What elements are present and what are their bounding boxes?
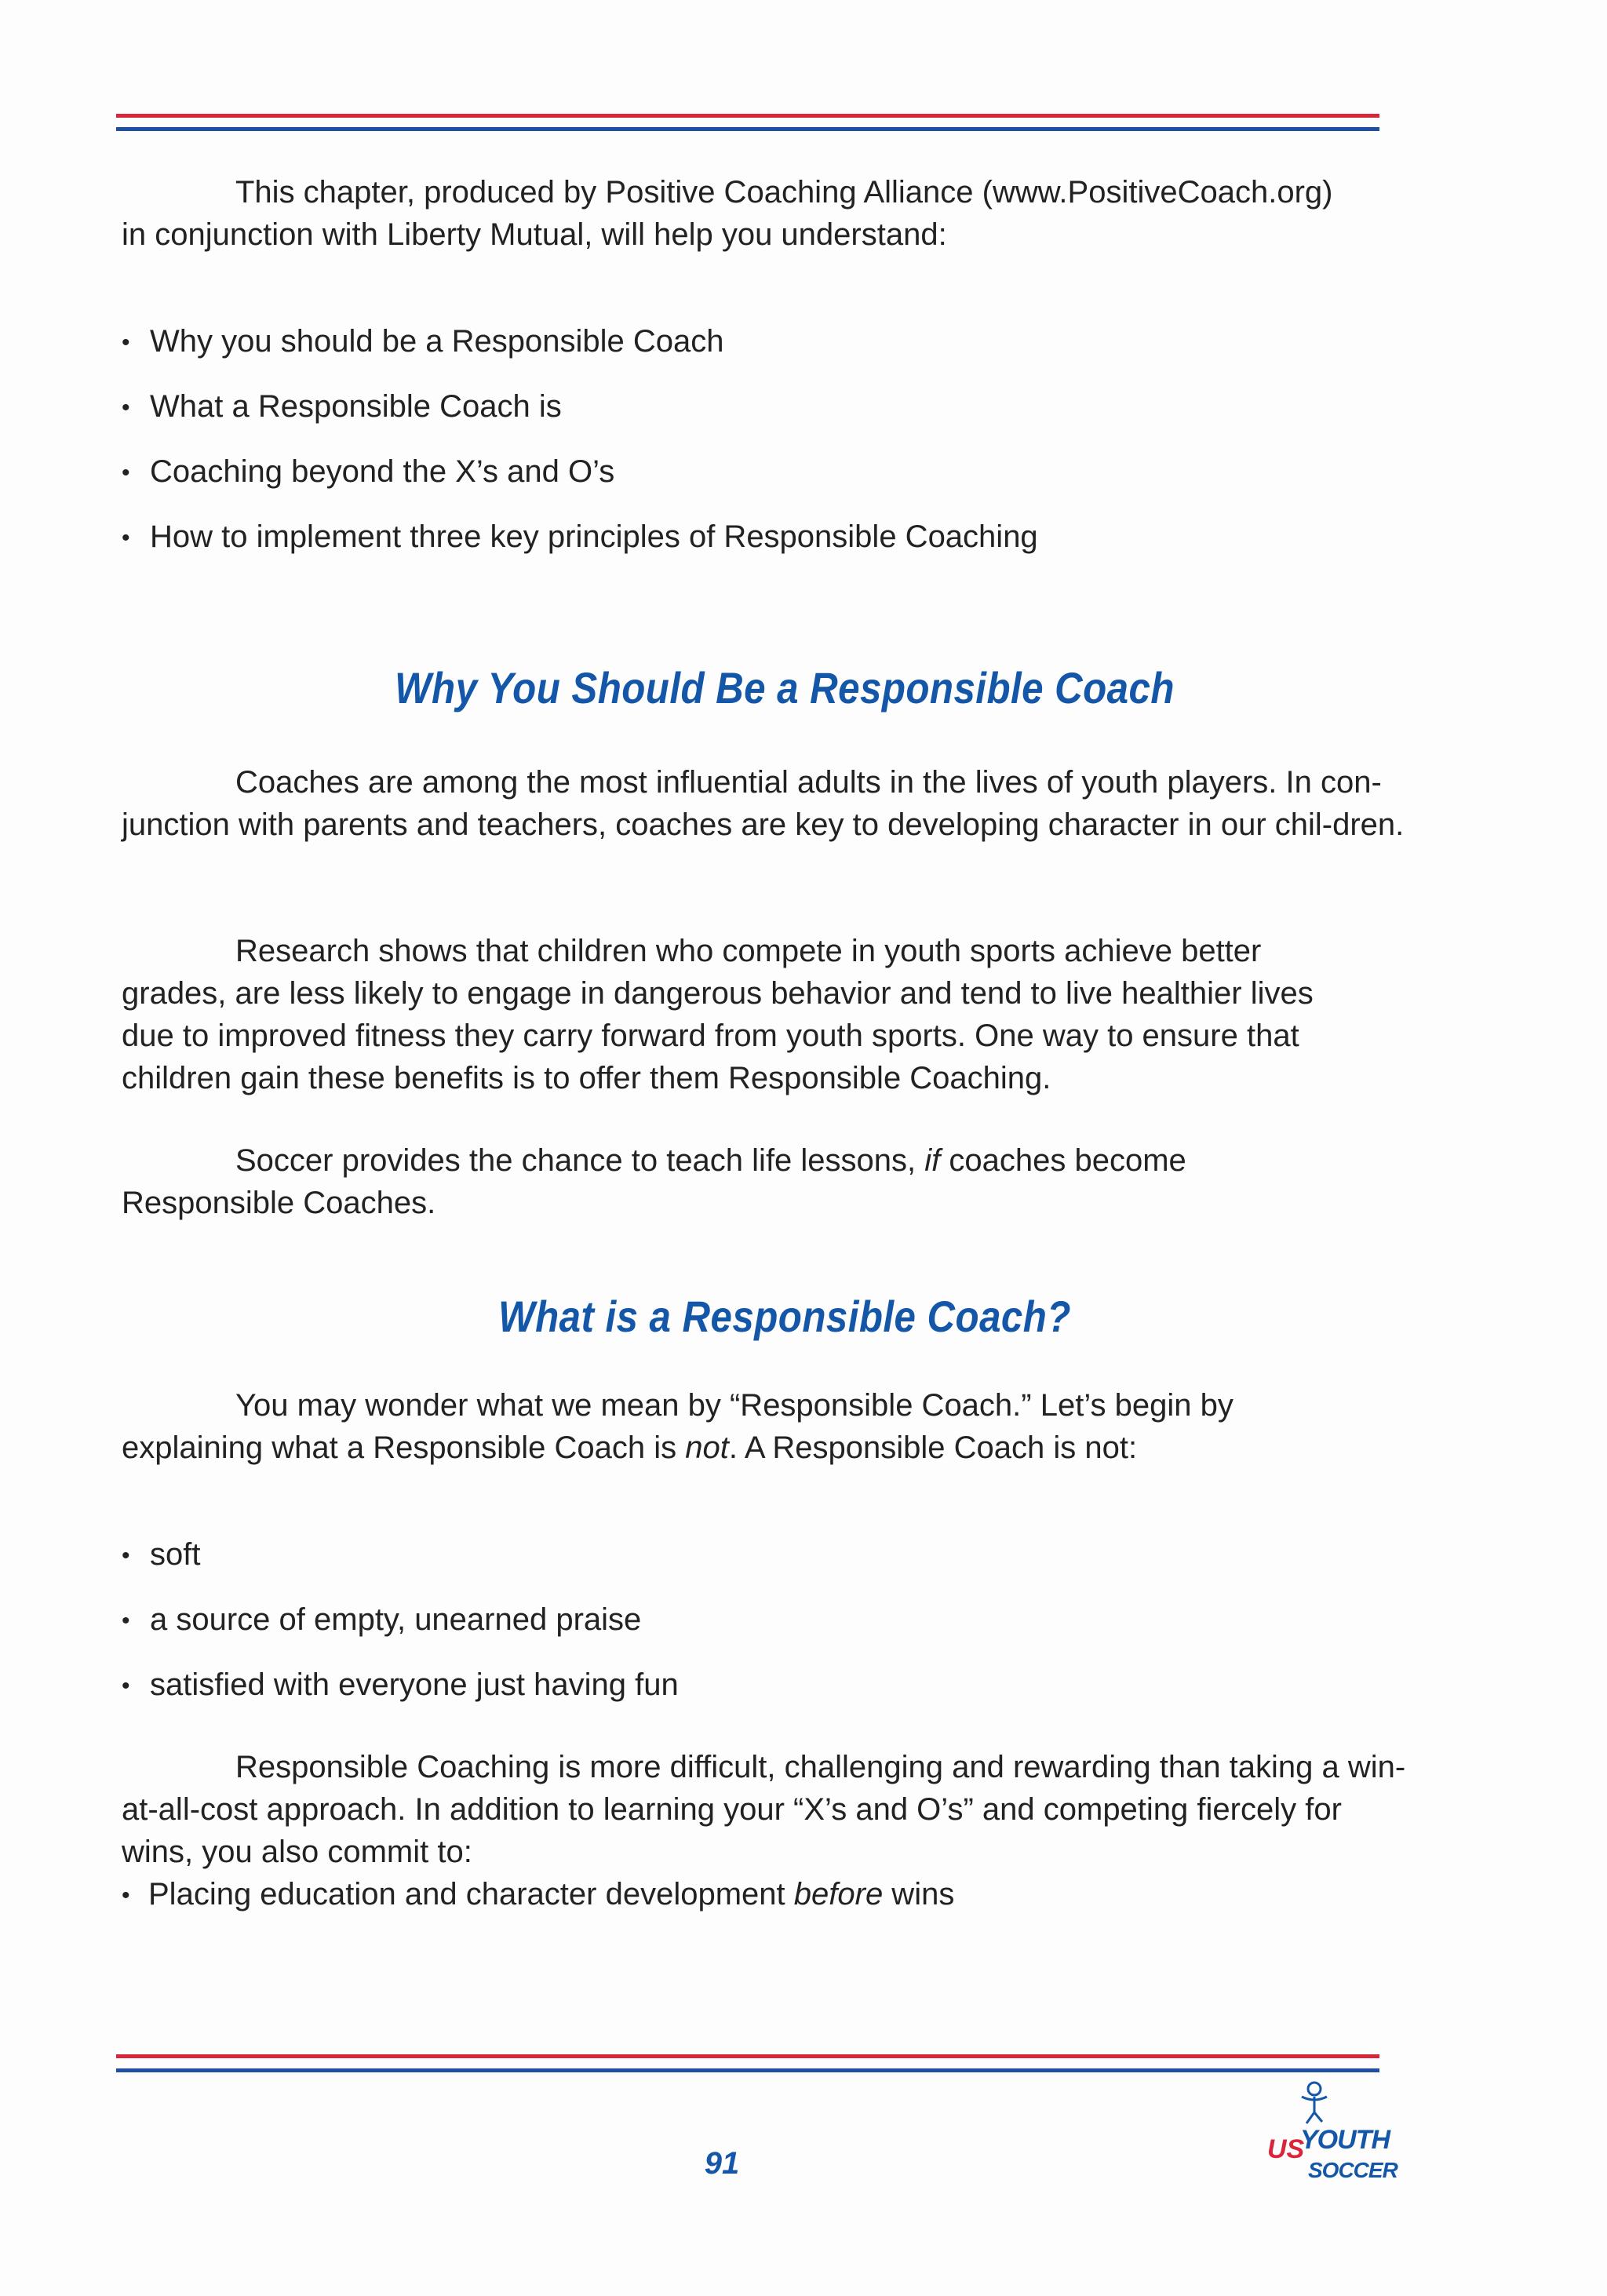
emphasis-if: if (924, 1143, 941, 1178)
section1-para-2: Research shows that children who compete in youth sports achieve better grades, are less likely to engage in dangerous behavior and tend to live healthier lives due to improved fitness they carry forward from youth sports. One way to ensure that children gain these benefits is to offer them Responsible Coaching. (122, 934, 1314, 1095)
list-item: • What a Responsible Coach is (122, 385, 1038, 450)
page-number: 91 (704, 2146, 740, 2181)
bottom-rule-blue (116, 2068, 1379, 2072)
emphasis-not: not (685, 1430, 729, 1465)
bullet-icon: • (122, 395, 130, 421)
not-bullet-list (122, 1533, 679, 1729)
top-rule-blue (116, 127, 1379, 131)
player-figure-icon (1291, 2079, 1338, 2127)
list-item: • soft (122, 1533, 679, 1598)
emphasis-before: before (793, 1877, 884, 1912)
section2-para-1: You may wonder what we mean by “Responsible Coach.” Let’s begin by explaining what a Responsible Coach is not. A Responsible Coach is not: (122, 1388, 1233, 1465)
bullet-icon: • (122, 330, 130, 355)
top-rule-red (116, 114, 1379, 118)
bullet-icon: • (122, 1882, 130, 1908)
bullet-icon: • (122, 460, 130, 486)
list-item: • a source of empty, unearned praise (122, 1598, 679, 1664)
section2-para-2: Responsible Coaching is more difficult, challenging and rewarding than taking a win-at-all-cost approach. In addition to learning your “X’s and O’s” and competing fiercely for wins, you also commit to: • Placing education and character development before wins (122, 1746, 1408, 1917)
bullet-icon: • (122, 1543, 130, 1569)
intro-line-2: in conjunction with Liberty Mutual, will help you understand: (122, 217, 947, 252)
intro-bullet-list (122, 320, 1038, 581)
bullet-icon: • (122, 1608, 130, 1634)
section1-para-3: Soccer provides the chance to teach life lessons, if coaches become Responsible Coaches. (122, 1143, 1186, 1220)
logo-text-youth: YOUTH (1300, 2125, 1390, 2155)
logo-text-soccer: SOCCER (1308, 2158, 1397, 2182)
section-heading-why: Why You Should Be a Responsible Coach (395, 663, 1175, 712)
list-item: • How to implement three key principles of Responsible Coaching (122, 516, 1038, 581)
section1-para-1: Coaches are among the most influential adults in the lives of youth players. In con-junction with parents and teachers, coaches are key to developing character in our chil-dren. (122, 765, 1405, 842)
bullet-icon: • (122, 1673, 130, 1699)
list-item: • Why you should be a Responsible Coach (122, 320, 1038, 385)
intro-paragraph (122, 171, 1456, 256)
logo-text-us: US (1267, 2134, 1305, 2164)
section-heading-what: What is a Responsible Coach? (498, 1292, 1071, 1341)
commit-list-item: • Placing education and character development before wins (122, 1873, 1408, 1917)
list-item: • Coaching beyond the X’s and O’s (122, 450, 1038, 516)
us-youth-soccer-logo (1267, 2079, 1397, 2197)
intro-line-1: This chapter, produced by Positive Coaching Alliance (www.PositiveCoach.org) (235, 175, 1333, 210)
bottom-rule-red (116, 2054, 1379, 2058)
list-item: • satisfied with everyone just having fun (122, 1664, 679, 1729)
bullet-icon: • (122, 525, 130, 551)
